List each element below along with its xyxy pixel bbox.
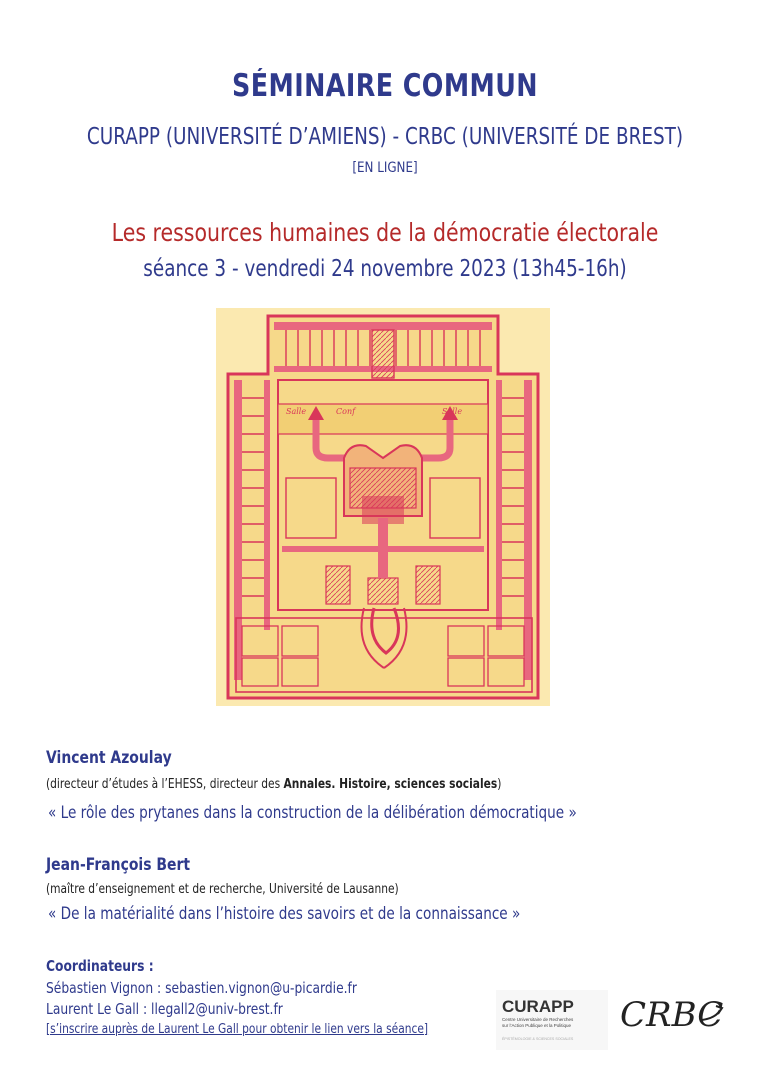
svg-text:Centre Universitaire de Recher: Centre Universitaire de Recherches <box>502 1017 574 1022</box>
coordinator-1[interactable]: Sébastien Vignon : sebastien.vignon@u-picardie.fr <box>46 979 357 997</box>
svg-text:CURAPP: CURAPP <box>502 997 574 1016</box>
plan-label-left: Salle <box>286 407 307 416</box>
speaker-1-talk: « Le rôle des prytanes dans la construction de la délibération démocratique » <box>48 803 577 823</box>
plan-label-center: Conf <box>336 407 356 416</box>
seminar-subtitle: CURAPP (UNIVERSITÉ D’AMIENS) - CRBC (UNIVERSITÉ DE BREST) <box>86 124 684 150</box>
format-label: [EN LIGNE] <box>352 160 418 176</box>
architectural-floor-plan <box>216 308 550 706</box>
coordinators-heading: Coordinateurs : <box>46 957 154 975</box>
registration-note: [s’inscrire auprès de Laurent Le Gall pour obtenir le lien vers la séance] <box>46 1022 429 1037</box>
svg-text:ÉPISTÉMOLOGIE & SCIENCES SOCIA: ÉPISTÉMOLOGIE & SCIENCES SOCIALES <box>502 1037 574 1041</box>
crbc-logo <box>616 990 726 1040</box>
speaker-2-talk: « De la matérialité dans l’histoire des savoirs et de la connaissance » <box>48 904 521 924</box>
session-date: séance 3 - vendredi 24 novembre 2023 (13h45-16h) <box>143 256 627 282</box>
seminar-title: SÉMINAIRE COMMUN <box>232 68 538 104</box>
svg-text:CRBC: CRBC <box>620 995 724 1035</box>
speaker-1-name: Vincent Azoulay <box>46 748 172 768</box>
svg-text:sur l’Action Publique et la Po: sur l’Action Publique et la Politique <box>502 1023 572 1028</box>
speaker-2-name: Jean-François Bert <box>46 855 190 875</box>
speaker-1-role: (directeur d’études à l’EHESS, directeur des Annales. Histoire, sciences sociales) <box>46 777 502 792</box>
plan-label-right: Salle <box>442 407 463 416</box>
speaker-2-role: (maître d’enseignement et de recherche, Université de Lausanne) <box>46 882 399 897</box>
coordinator-2[interactable]: Laurent Le Gall : llegall2@univ-brest.fr <box>46 1000 283 1018</box>
curapp-logo <box>496 990 608 1050</box>
seminar-theme: Les ressources humaines de la démocratie électorale <box>111 218 659 247</box>
